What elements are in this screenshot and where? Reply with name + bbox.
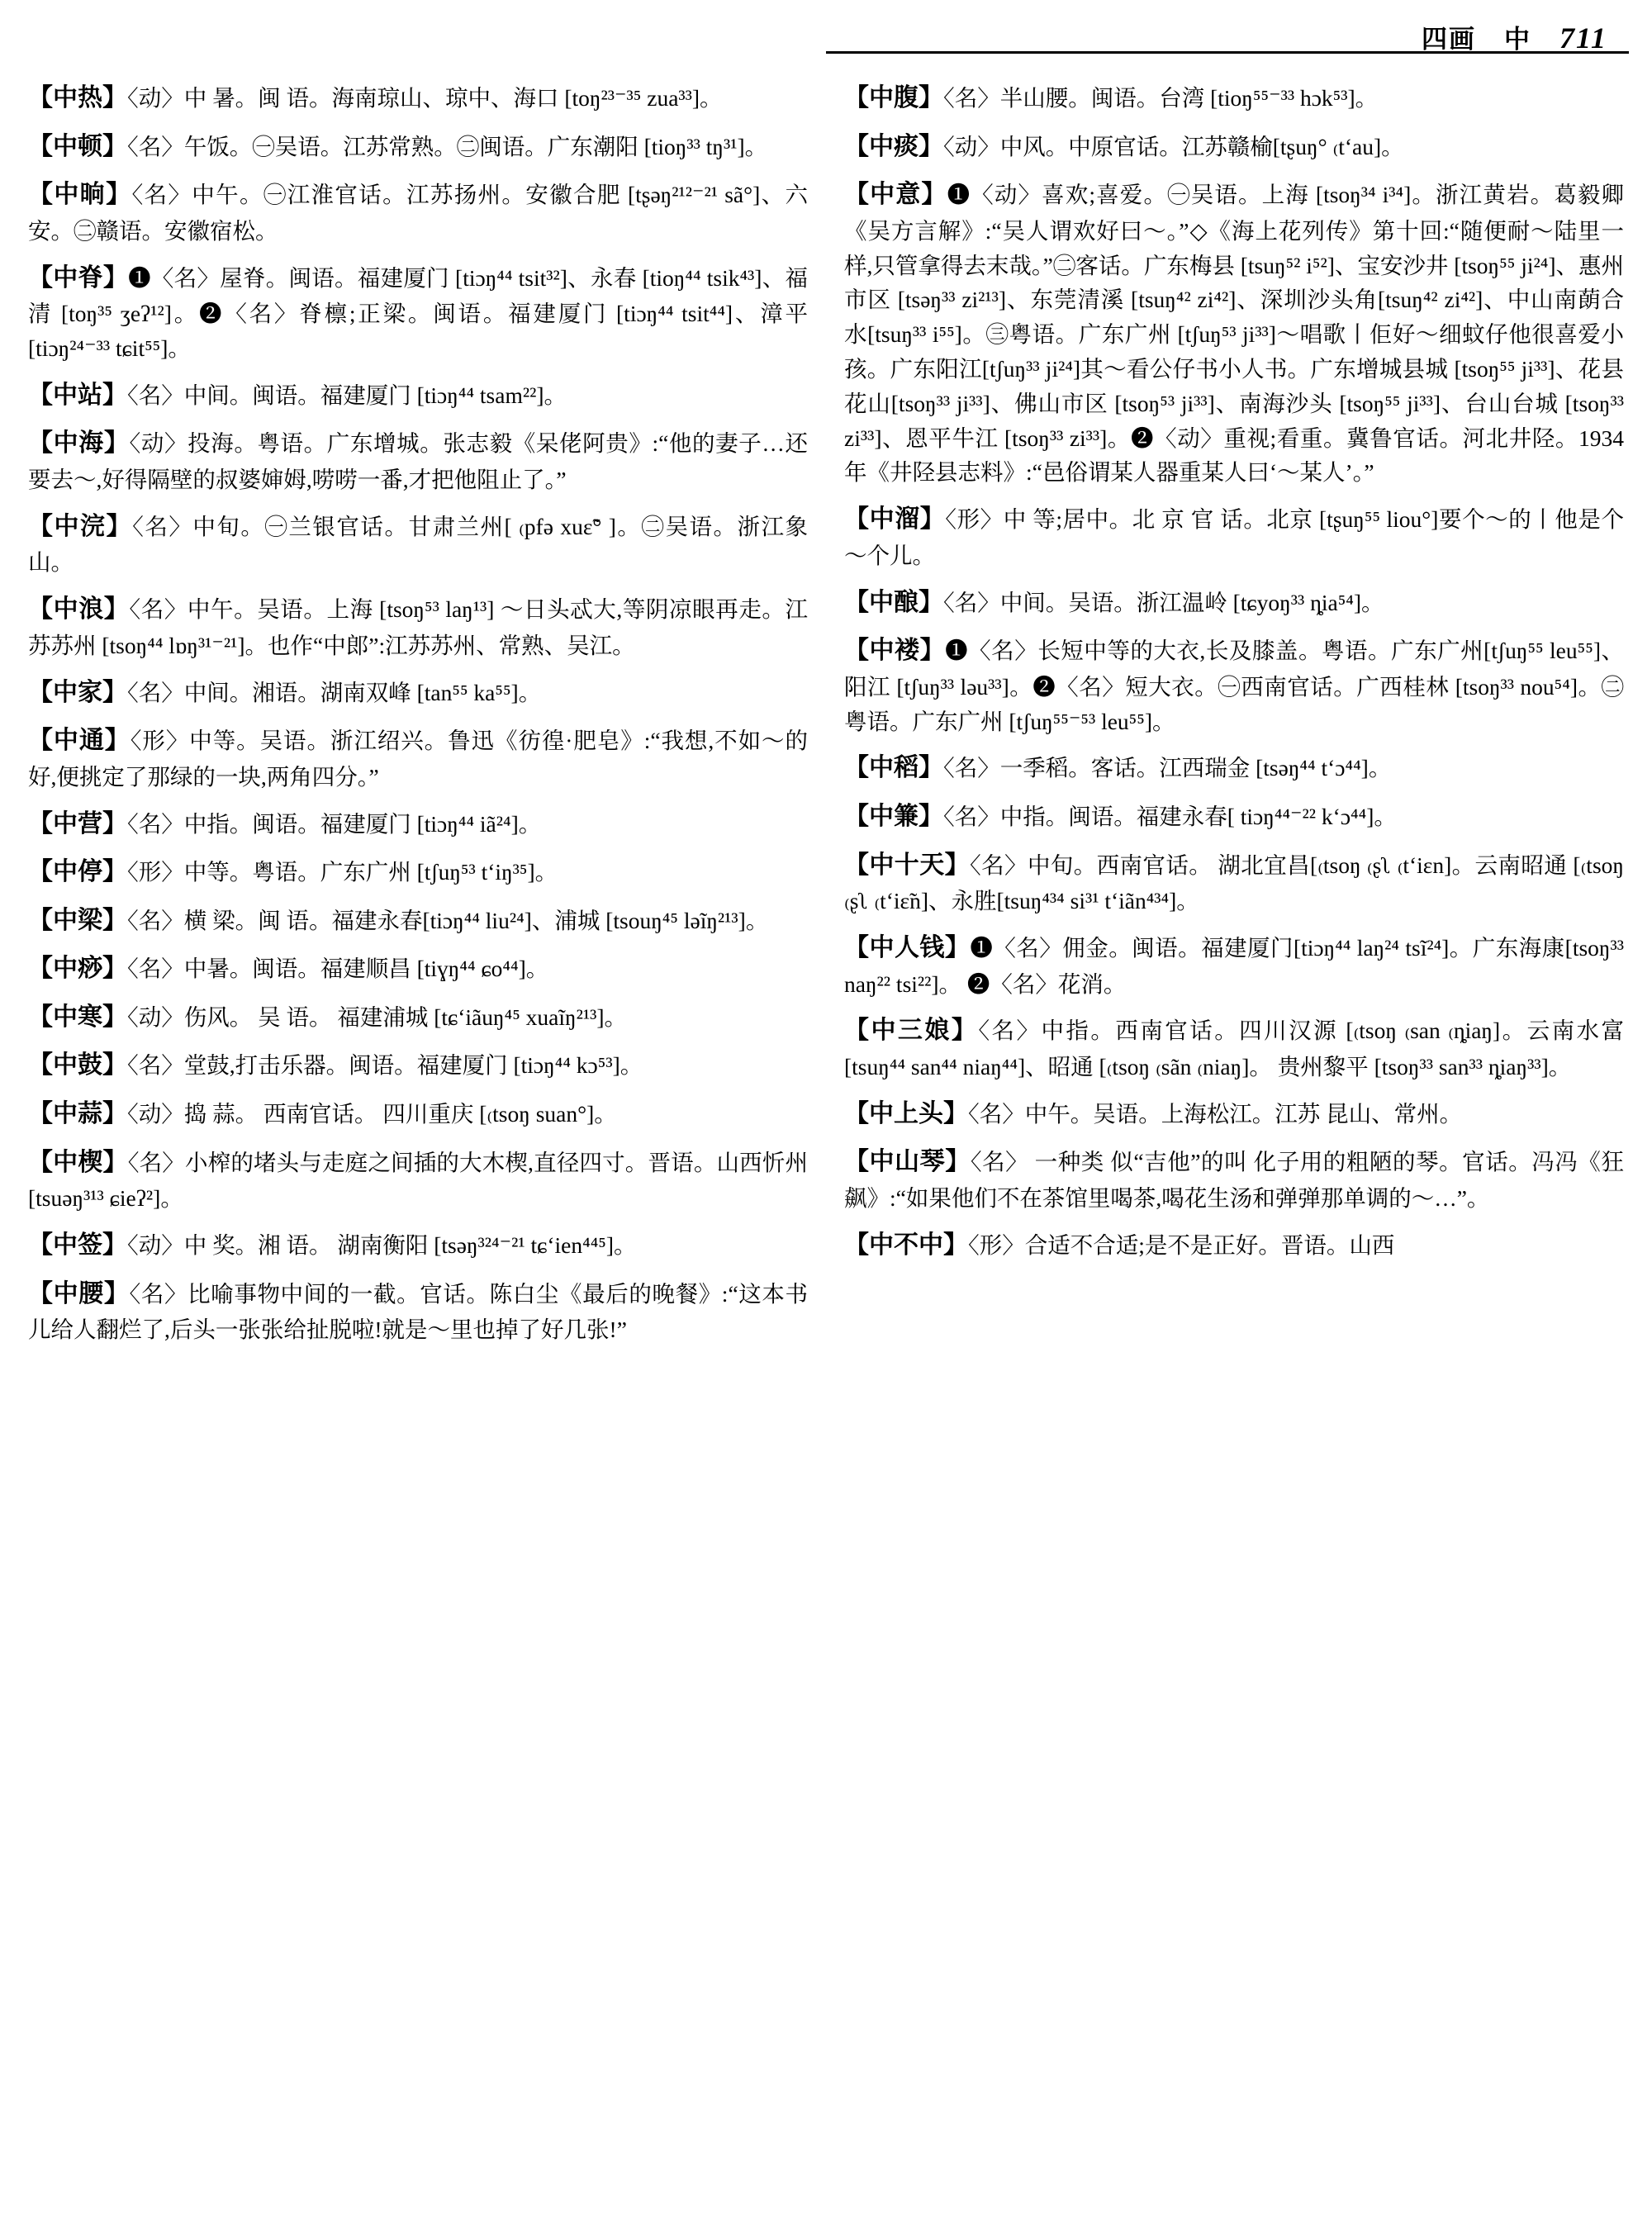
dictionary-entry	[844, 1095, 1624, 1133]
dictionary-entry	[844, 176, 1624, 490]
dictionary-entry	[28, 722, 808, 794]
dictionary-entry	[28, 377, 808, 415]
right-column	[844, 79, 1624, 1358]
entry-headword: 【中晌】	[28, 181, 132, 209]
dictionary-entry	[28, 1226, 808, 1264]
entry-headword: 【中停】	[28, 858, 127, 886]
entry-headword: 【中痰】	[844, 132, 943, 160]
entry-body: 〈名〉小榨的堵头与走庭之间插的大木楔,直径四寸。晋语。山西忻州 [tsuəŋ³¹³ ɕieʔ²]。	[28, 1149, 809, 1212]
entry-headword: 【中顿】	[28, 132, 127, 160]
entry-body: 〈形〉中 等;居中。北 京 官 话。北京 [tʂuŋ⁵⁵ liou°]要个～的丨他是个～个儿。	[844, 506, 1624, 568]
entry-headword: 【中家】	[28, 678, 127, 706]
entry-headword: 【中腹】	[844, 84, 943, 112]
entry-body: 〈名〉 一种类 似“吉他”的叫 化子用的粗陋的琴。官话。冯冯《狂飙》:“如果他们不在茶馆里喝茶,喝花生汤和弹弹那单调的～…”。	[844, 1149, 1624, 1211]
entry-body: ❶〈名〉佣金。闽语。福建厦门[tiɔŋ⁴⁴ laŋ²⁴ tsĩ²⁴]。广东海康[tsoŋ³³ naŋ²² tsi²²]。 ❷〈名〉花消。	[844, 934, 1624, 997]
entry-body: 〈名〉中指。西南官话。四川汉源 [₍tsoŋ ₍san ₍ȵiaŋ]。云南水富[tsuŋ⁴⁴ san⁴⁴ niaŋ⁴⁴]、昭通 [₍tsoŋ ₍sãn ₍niaŋ]。 贵州黎平 [tsoŋ³³ san³³ ȵiaŋ³³]。	[844, 1018, 1624, 1079]
entry-headword: 【中十天】	[844, 851, 970, 879]
entry-body: ❶〈名〉长短中等的大衣,长及膝盖。粤语。广东广州[tʃuŋ⁵⁵ leu⁵⁵]、阳江 [tʃuŋ³³ ləu³³]。❷〈名〉短大衣。㊀西南官话。广西桂林 [tsoŋ³³ nou⁵⁴]。㊁粤语。广东广州 [tʃuŋ⁵⁵⁻⁵³ leu⁵⁵]。	[844, 638, 1625, 734]
entry-body: 〈动〉中风。中原官话。江苏赣榆[tʂuŋ° ₍tʻau]。	[943, 133, 1404, 159]
dictionary-entry	[28, 999, 808, 1037]
dictionary-entry	[28, 1046, 808, 1084]
entry-headword: 【中不中】	[844, 1231, 968, 1259]
dictionary-entry	[28, 176, 808, 248]
dictionary-entry	[844, 632, 1624, 738]
entry-body: 〈动〉捣 蒜。 西南官话。 四川重庆 [₍tsoŋ suan°]。	[127, 1101, 617, 1127]
header-rule	[826, 51, 1629, 54]
dictionary-entry	[28, 259, 808, 366]
entry-headword: 【中三娘】	[844, 1017, 979, 1045]
dictionary-entry	[844, 79, 1624, 117]
entry-body: 〈名〉午饭。㊀吴语。江苏常熟。㊁闽语。广东潮阳 [tioŋ³³ tŋ³¹]。	[127, 133, 768, 159]
entry-headword: 【中溜】	[844, 505, 946, 534]
entry-body: 〈名〉堂鼓,打击乐器。闽语。福建厦门 [tiɔŋ⁴⁴ kɔ⁵³]。	[127, 1052, 643, 1079]
entry-headword: 【中海】	[28, 429, 130, 458]
dictionary-entry	[28, 950, 808, 988]
dictionary-entry	[844, 749, 1624, 787]
dictionary-entry	[28, 425, 808, 496]
columns-container	[28, 79, 1624, 1358]
dictionary-entry	[28, 128, 808, 166]
left-column	[28, 79, 816, 1358]
entry-body: 〈形〉合适不合适;是不是正好。晋语。山西	[968, 1231, 1395, 1258]
entry-body: 〈动〉伤风。 吴 语。 福建浦城 [tɕʻiãuŋ⁴⁵ xuaĩŋ²¹³]。	[127, 1004, 627, 1030]
entry-body: 〈名〉中午。吴语。上海 [tsoŋ⁵³ laŋ¹³] ～日头忒大,等阴凉眼再走。江苏苏州 [tsoŋ⁴⁴ lɒŋ³¹⁻²¹]。也作“中郎”:江苏苏州、常熟、吴江。	[28, 596, 809, 658]
entry-headword: 【中鼓】	[28, 1051, 127, 1079]
entry-headword: 【中意】	[844, 181, 947, 209]
entry-headword: 【中痧】	[28, 955, 127, 983]
dictionary-entry	[28, 1144, 808, 1216]
entry-body: 〈名〉中指。闽语。福建厦门 [tiɔŋ⁴⁴ iã²⁴]。	[127, 810, 542, 837]
dictionary-entry	[844, 501, 1624, 572]
entry-body: ❶〈动〉喜欢;喜爱。㊀吴语。上海 [tsoŋ³⁴ i³⁴]。浙江黄岩。葛毅卿《吴方言解》:“吴人谓欢好曰～。”◇《海上花列传》第十回:“随便耐～陆里一样,只管拿得去末哉。”㊁客话。广东梅县 [tsuŋ⁵² i⁵²]、宝安沙井 [tsoŋ⁵⁵ ji²⁴]、惠州市区 [tsəŋ³³ zi²¹³]、东莞清溪 [tsuŋ⁴² zi⁴²]、深圳沙头角[tsuŋ⁴² zi⁴²]、中山南蓢合水[tsuŋ³³ i⁵⁵]。㊂粤语。广东广州 [tʃuŋ⁵³ ji³³]～唱歌丨佢好～细蚊仔他很喜爱小孩。广东阳江[tʃuŋ³³ ji²⁴]其～看公仔书小人书。广东增城县城 [tsoŋ⁵⁵ ji³³]、花县花山[tsoŋ³³ ji³³]、佛山市区 [tsoŋ⁵³ ji³³]、南海沙头 [tsoŋ⁵⁵ ji³³]、台山台城 [tsoŋ³³ zi³³]、恩平牛江 [tsoŋ³³ zi³³]。❷〈动〉重视;看重。冀鲁官话。河北井陉。1934年《井陉县志料》:“邑俗谓某人器重某人曰‘～某人’。”	[844, 182, 1625, 486]
entry-body: 〈名〉中午。吴语。上海松江。江苏 昆山、常州。	[968, 1100, 1463, 1127]
dictionary-entry	[844, 584, 1624, 622]
entry-headword: 【中梁】	[28, 906, 127, 934]
dictionary-entry	[28, 79, 808, 117]
entry-headword: 【中腰】	[28, 1279, 130, 1307]
entry-headword: 【中䈴】	[844, 802, 943, 830]
page-header	[28, 18, 1624, 66]
entry-body: 〈名〉比喻事物中间的一截。官话。陈白尘《最后的晚餐》:“这本书儿给人翻烂了,后头一张张给扯脱啦!就是～里也掉了好几张!”	[28, 1280, 809, 1343]
entry-body: 〈动〉投海。粤语。广东增城。张志毅《呆佬阿贵》:“他的妻子…还要去～,好得隔壁的叔婆婶姆,唠唠一番,才把他阻止了。”	[28, 430, 809, 492]
entry-body: 〈名〉中间。湘语。湖南双峰 [tan⁵⁵ ka⁵⁵]。	[127, 679, 542, 705]
dictionary-entry	[28, 1095, 808, 1133]
entry-body: 〈形〉中等。吴语。浙江绍兴。鲁迅《彷徨·肥皂》:“我想,不如～的好,便挑定了那绿的一块,两角四分。”	[28, 728, 808, 790]
dictionary-entry	[28, 1275, 808, 1347]
entry-body: 〈动〉中 暑。闽 语。海南琼山、琼中、海口 [toŋ²³⁻³⁵ zua³³]。	[127, 85, 723, 111]
entry-body: 〈名〉中旬。西南官话。 湖北宜昌[₍tsoŋ ₍ʂʅ ₍tʻiɛn]。云南昭通 [₍tsoŋ ₍ʂʅ ₍tʻiɛ̃n]、永胜[tsuŋ⁴³⁴ si³¹ tʻiãn⁴³⁴]。	[844, 852, 1625, 914]
entry-body: 〈名〉中午。㊀江淮官话。江苏扬州。安徽合肥 [tʂəŋ²¹²⁻²¹ sã°]、六安。㊁赣语。安徽宿松。	[28, 182, 809, 244]
entry-headword: 【中蒜】	[28, 1100, 127, 1128]
dictionary-entry	[28, 591, 808, 662]
dictionary-entry	[28, 853, 808, 891]
dictionary-entry	[844, 798, 1624, 836]
header-section: 四画	[1421, 25, 1476, 54]
entry-body: 〈动〉中 奖。湘 语。 湖南衡阳 [tsəŋ³²⁴⁻²¹ tɕʻien⁴⁴⁵]。	[127, 1232, 637, 1259]
entry-body: 〈名〉半山腰。闽语。台湾 [tioŋ⁵⁵⁻³³ hɔk⁵³]。	[943, 85, 1379, 111]
entry-body: 〈名〉中暑。闽语。福建顺昌 [tiɣŋ⁴⁴ ɕo⁴⁴]。	[127, 956, 549, 982]
entry-headword: 【中人钱】	[844, 933, 971, 961]
dictionary-entry	[844, 1226, 1624, 1264]
entry-headword: 【中浪】	[28, 595, 130, 624]
entry-headword: 【中浣】	[28, 512, 133, 540]
entry-headword: 【中站】	[28, 381, 127, 409]
entry-headword: 【中通】	[28, 727, 131, 755]
entry-headword: 【中楔】	[28, 1148, 128, 1176]
page-number: 711	[1559, 21, 1607, 55]
dictionary-entry	[28, 674, 808, 712]
dictionary-entry	[28, 508, 808, 580]
entry-headword: 【中稻】	[844, 754, 943, 782]
dictionary-entry	[844, 1012, 1624, 1084]
entry-headword: 【中上头】	[844, 1099, 968, 1127]
dictionary-entry	[844, 929, 1624, 1001]
entry-headword: 【中热】	[28, 84, 127, 112]
dictionary-entry	[844, 1143, 1624, 1215]
dictionary-entry	[28, 805, 808, 843]
entry-body: 〈名〉中间。吴语。浙江温岭 [tɕyoŋ³³ ȵia⁵⁴]。	[943, 589, 1384, 615]
entry-body: 〈名〉一季稻。客话。江西瑞金 [tsəŋ⁴⁴ tʻɔ⁴⁴]。	[943, 755, 1392, 781]
entry-headword: 【中寒】	[28, 1003, 127, 1031]
dictionary-entry	[28, 902, 808, 940]
header-char: 中	[1503, 25, 1531, 54]
entry-body: 〈名〉中指。闽语。福建永春[ tiɔŋ⁴⁴⁻²² kʻɔ⁴⁴]。	[943, 803, 1397, 829]
entry-body: ❶〈名〉屋脊。闽语。福建厦门 [tiɔŋ⁴⁴ tsit³²]、永春 [tioŋ⁴⁴ tsik⁴³]、福清 [toŋ³⁵ ʒeʔ¹²]。❷〈名〉脊檩;正梁。闽语。福建厦门 [tiɔŋ⁴⁴ tsit⁴⁴]、漳平 [tiɔŋ²⁴⁻³³ tɕit⁵⁵]。	[28, 264, 808, 361]
entry-headword: 【中签】	[28, 1231, 127, 1260]
entry-headword: 【中酿】	[844, 588, 943, 616]
entry-body: 〈名〉中旬。㊀兰银官话。甘肃兰州[ ₍pfə xuɛ̃° ]。㊁吴语。浙江象山。	[28, 513, 809, 576]
dictionary-entry	[844, 847, 1624, 918]
entry-body: 〈名〉中间。闽语。福建厦门 [tiɔŋ⁴⁴ tsam²²]。	[127, 382, 567, 408]
entry-body: 〈名〉横 梁。闽 语。福建永春[tiɔŋ⁴⁴ liu²⁴]、浦城 [tsouŋ⁴⁵ ləĩŋ²¹³]。	[127, 907, 769, 933]
entry-headword: 【中褛】	[844, 637, 946, 665]
entry-headword: 【中山琴】	[844, 1148, 971, 1176]
entry-headword: 【中脊】	[28, 263, 129, 292]
dictionary-entry	[844, 128, 1624, 166]
entry-body: 〈形〉中等。粤语。广东广州 [tʃuŋ⁵³ tʻiŋ³⁵]。	[127, 859, 558, 885]
entry-headword: 【中营】	[28, 809, 127, 837]
